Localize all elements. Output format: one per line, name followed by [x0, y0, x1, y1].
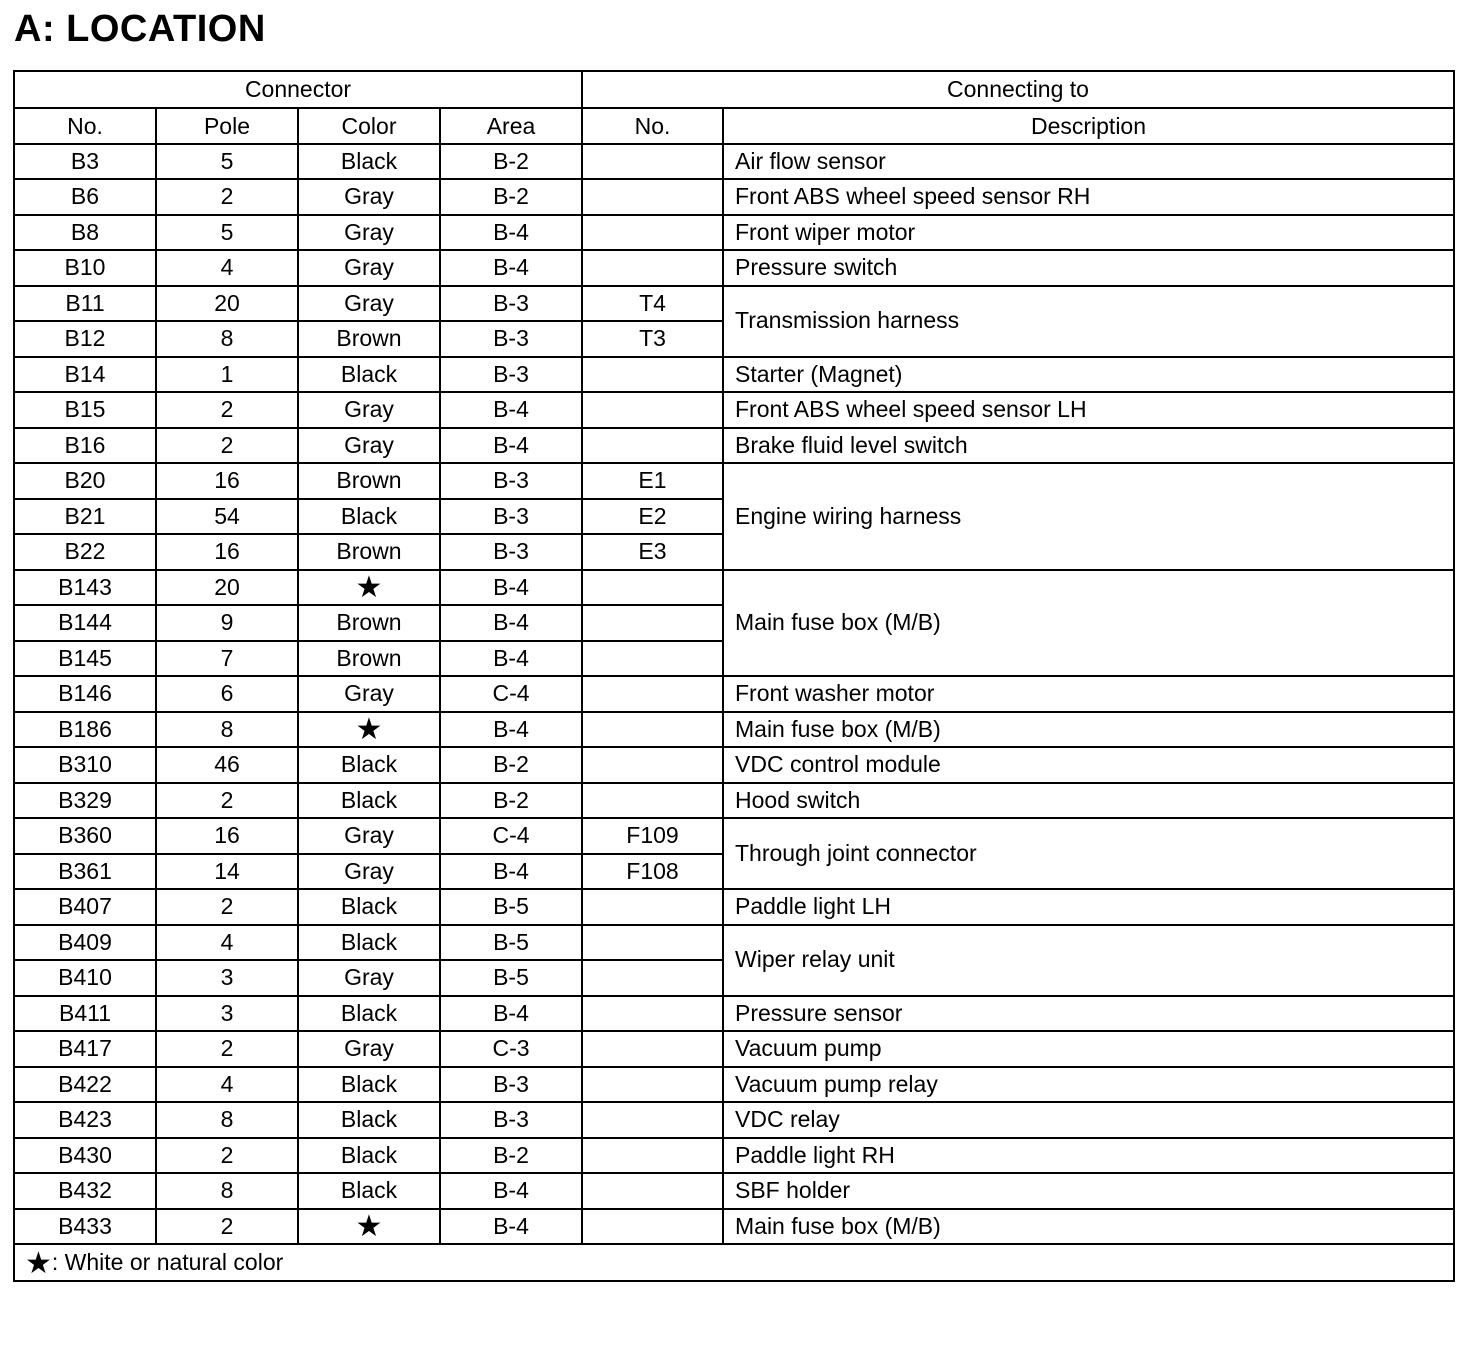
- pole-cell: 20: [156, 286, 298, 322]
- color-cell: Black: [298, 925, 440, 961]
- table-row: [14, 179, 1454, 215]
- connecting-no-cell: [582, 250, 723, 286]
- connector-no-cell: B10: [14, 250, 156, 286]
- star-icon: ★: [355, 1209, 383, 1243]
- area-cell: C-3: [440, 1031, 582, 1067]
- description-cell: Air flow sensor: [723, 144, 1454, 180]
- connecting-no-cell: [582, 889, 723, 925]
- color-cell: Brown: [298, 605, 440, 641]
- description-cell: Hood switch: [723, 783, 1454, 819]
- connector-no-cell: B361: [14, 854, 156, 890]
- connector-no-cell: B433: [14, 1209, 156, 1245]
- col-header-description: Description: [723, 108, 1454, 144]
- connector-no-cell: B144: [14, 605, 156, 641]
- connector-no-cell: B143: [14, 570, 156, 606]
- connecting-no-cell: [582, 428, 723, 464]
- pole-cell: 2: [156, 1209, 298, 1245]
- connector-no-cell: B15: [14, 392, 156, 428]
- color-cell: Gray: [298, 286, 440, 322]
- connecting-no-cell: F109: [582, 818, 723, 854]
- description-cell: Front washer motor: [723, 676, 1454, 712]
- pole-cell: 7: [156, 641, 298, 677]
- connecting-no-cell: T4: [582, 286, 723, 322]
- connecting-to-group-header: Connecting to: [582, 71, 1454, 108]
- color-cell: Brown: [298, 534, 440, 570]
- description-cell: Brake fluid level switch: [723, 428, 1454, 464]
- connecting-no-cell: [582, 215, 723, 251]
- pole-cell: 54: [156, 499, 298, 535]
- connector-no-cell: B407: [14, 889, 156, 925]
- connecting-no-cell: E3: [582, 534, 723, 570]
- description-cell: Main fuse box (M/B): [723, 1209, 1454, 1245]
- col-header-color: Color: [298, 108, 440, 144]
- area-cell: B-4: [440, 215, 582, 251]
- area-cell: B-5: [440, 960, 582, 996]
- pole-cell: 8: [156, 321, 298, 357]
- connecting-no-cell: [582, 144, 723, 180]
- connector-no-cell: B3: [14, 144, 156, 180]
- pole-cell: 3: [156, 996, 298, 1032]
- connecting-no-cell: [582, 712, 723, 748]
- connecting-no-cell: E1: [582, 463, 723, 499]
- connecting-no-cell: [582, 1102, 723, 1138]
- connecting-no-cell: [582, 783, 723, 819]
- col-header-no: No.: [14, 108, 156, 144]
- description-cell: Through joint connector: [723, 818, 1454, 889]
- connecting-no-cell: [582, 357, 723, 393]
- description-cell: VDC control module: [723, 747, 1454, 783]
- connecting-no-cell: [582, 960, 723, 996]
- connector-no-cell: B21: [14, 499, 156, 535]
- area-cell: B-4: [440, 428, 582, 464]
- description-cell: Wiper relay unit: [723, 925, 1454, 996]
- color-cell: Black: [298, 499, 440, 535]
- area-cell: B-3: [440, 286, 582, 322]
- connector-no-cell: B432: [14, 1173, 156, 1209]
- description-cell: Paddle light RH: [723, 1138, 1454, 1174]
- table-row: [14, 1209, 1454, 1245]
- color-cell: Black: [298, 1067, 440, 1103]
- connector-no-cell: B423: [14, 1102, 156, 1138]
- color-cell: [298, 712, 440, 748]
- connector-group-header: Connector: [14, 71, 582, 108]
- area-cell: B-3: [440, 357, 582, 393]
- area-cell: B-4: [440, 1173, 582, 1209]
- col-header-pole: Pole: [156, 108, 298, 144]
- connector-no-cell: B329: [14, 783, 156, 819]
- connecting-no-cell: T3: [582, 321, 723, 357]
- connecting-no-cell: [582, 392, 723, 428]
- description-cell: Front wiper motor: [723, 215, 1454, 251]
- description-cell: Front ABS wheel speed sensor RH: [723, 179, 1454, 215]
- color-cell: Gray: [298, 818, 440, 854]
- area-cell: B-4: [440, 641, 582, 677]
- area-cell: B-4: [440, 570, 582, 606]
- connecting-no-cell: [582, 1031, 723, 1067]
- pole-cell: 8: [156, 1173, 298, 1209]
- pole-cell: 16: [156, 463, 298, 499]
- star-icon: ★: [355, 570, 383, 604]
- description-cell: Pressure sensor: [723, 996, 1454, 1032]
- color-cell: [298, 570, 440, 606]
- pole-cell: 2: [156, 392, 298, 428]
- connector-no-cell: B430: [14, 1138, 156, 1174]
- color-cell: Black: [298, 357, 440, 393]
- table-row: [14, 925, 1454, 961]
- connector-no-cell: B6: [14, 179, 156, 215]
- table-row: [14, 428, 1454, 464]
- description-cell: Pressure switch: [723, 250, 1454, 286]
- pole-cell: 5: [156, 144, 298, 180]
- area-cell: B-2: [440, 144, 582, 180]
- table-row: [14, 1067, 1454, 1103]
- page-title: A: LOCATION: [14, 8, 266, 50]
- area-cell: B-5: [440, 925, 582, 961]
- table-row: [14, 463, 1454, 499]
- description-cell: Vacuum pump relay: [723, 1067, 1454, 1103]
- area-cell: B-5: [440, 889, 582, 925]
- connecting-no-cell: [582, 925, 723, 961]
- area-cell: B-2: [440, 747, 582, 783]
- connector-no-cell: B22: [14, 534, 156, 570]
- color-cell: Brown: [298, 321, 440, 357]
- description-cell: Main fuse box (M/B): [723, 570, 1454, 677]
- column-header-row: [14, 108, 1454, 144]
- area-cell: B-2: [440, 1138, 582, 1174]
- table-row: [14, 1031, 1454, 1067]
- connector-no-cell: B417: [14, 1031, 156, 1067]
- color-cell: Brown: [298, 641, 440, 677]
- color-cell: Brown: [298, 463, 440, 499]
- pole-cell: 5: [156, 215, 298, 251]
- pole-cell: 9: [156, 605, 298, 641]
- table-row: [14, 818, 1454, 854]
- area-cell: B-4: [440, 854, 582, 890]
- area-cell: B-3: [440, 1102, 582, 1138]
- area-cell: B-4: [440, 392, 582, 428]
- pole-cell: 2: [156, 428, 298, 464]
- table-row: [14, 783, 1454, 819]
- color-cell: Gray: [298, 250, 440, 286]
- connecting-no-cell: [582, 996, 723, 1032]
- col-header-area: Area: [440, 108, 582, 144]
- connector-no-cell: B186: [14, 712, 156, 748]
- color-cell: [298, 1209, 440, 1245]
- description-cell: VDC relay: [723, 1102, 1454, 1138]
- color-cell: Black: [298, 747, 440, 783]
- area-cell: B-4: [440, 605, 582, 641]
- table-row: [14, 144, 1454, 180]
- connecting-no-cell: [582, 747, 723, 783]
- color-cell: Gray: [298, 676, 440, 712]
- connecting-no-cell: F108: [582, 854, 723, 890]
- description-cell: Paddle light LH: [723, 889, 1454, 925]
- pole-cell: 46: [156, 747, 298, 783]
- table-row: [14, 392, 1454, 428]
- pole-cell: 8: [156, 712, 298, 748]
- connecting-no-cell: [582, 179, 723, 215]
- area-cell: B-4: [440, 1209, 582, 1245]
- color-cell: Gray: [298, 854, 440, 890]
- color-cell: Black: [298, 996, 440, 1032]
- connector-no-cell: B409: [14, 925, 156, 961]
- star-icon: ★: [25, 1247, 52, 1280]
- connector-no-cell: B410: [14, 960, 156, 996]
- pole-cell: 2: [156, 1138, 298, 1174]
- color-cell: Gray: [298, 179, 440, 215]
- area-cell: C-4: [440, 818, 582, 854]
- table-row: [14, 747, 1454, 783]
- color-cell: Gray: [298, 1031, 440, 1067]
- connecting-no-cell: [582, 570, 723, 606]
- connector-no-cell: B16: [14, 428, 156, 464]
- table-row: [14, 1102, 1454, 1138]
- area-cell: B-2: [440, 179, 582, 215]
- connector-no-cell: B145: [14, 641, 156, 677]
- connector-no-cell: B11: [14, 286, 156, 322]
- pole-cell: 2: [156, 179, 298, 215]
- area-cell: B-3: [440, 1067, 582, 1103]
- description-cell: Vacuum pump: [723, 1031, 1454, 1067]
- connecting-no-cell: [582, 676, 723, 712]
- connecting-no-cell: [582, 1067, 723, 1103]
- connector-no-cell: B422: [14, 1067, 156, 1103]
- pole-cell: 20: [156, 570, 298, 606]
- connector-no-cell: B20: [14, 463, 156, 499]
- table-row: [14, 889, 1454, 925]
- color-cell: Gray: [298, 215, 440, 251]
- connecting-no-cell: [582, 1173, 723, 1209]
- area-cell: B-4: [440, 712, 582, 748]
- table-row: [14, 676, 1454, 712]
- description-cell: Main fuse box (M/B): [723, 712, 1454, 748]
- description-cell: Front ABS wheel speed sensor LH: [723, 392, 1454, 428]
- connector-no-cell: B360: [14, 818, 156, 854]
- footnote: [14, 1244, 1454, 1281]
- connecting-no-cell: [582, 1138, 723, 1174]
- description-cell: SBF holder: [723, 1173, 1454, 1209]
- group-header-row: [14, 71, 1454, 108]
- area-cell: B-3: [440, 534, 582, 570]
- col-header-conn-no: No.: [582, 108, 723, 144]
- pole-cell: 2: [156, 1031, 298, 1067]
- color-cell: Gray: [298, 428, 440, 464]
- connecting-no-cell: [582, 641, 723, 677]
- pole-cell: 6: [156, 676, 298, 712]
- connector-no-cell: B310: [14, 747, 156, 783]
- connector-no-cell: B411: [14, 996, 156, 1032]
- star-icon: ★: [355, 712, 383, 746]
- connecting-no-cell: E2: [582, 499, 723, 535]
- connector-no-cell: B146: [14, 676, 156, 712]
- description-cell: Transmission harness: [723, 286, 1454, 357]
- pole-cell: 16: [156, 534, 298, 570]
- description-cell: Starter (Magnet): [723, 357, 1454, 393]
- color-cell: Black: [298, 783, 440, 819]
- pole-cell: 16: [156, 818, 298, 854]
- table-row: [14, 357, 1454, 393]
- color-cell: Gray: [298, 960, 440, 996]
- table-row: [14, 1173, 1454, 1209]
- connector-no-cell: B14: [14, 357, 156, 393]
- connecting-no-cell: [582, 605, 723, 641]
- table-row: [14, 570, 1454, 606]
- area-cell: C-4: [440, 676, 582, 712]
- color-cell: Black: [298, 144, 440, 180]
- connecting-no-cell: [582, 1209, 723, 1245]
- table-row: [14, 250, 1454, 286]
- color-cell: Black: [298, 889, 440, 925]
- footnote-text: : White or natural color: [51, 1249, 284, 1275]
- connector-no-cell: B12: [14, 321, 156, 357]
- color-cell: Black: [298, 1102, 440, 1138]
- pole-cell: 2: [156, 889, 298, 925]
- pole-cell: 14: [156, 854, 298, 890]
- table-row: [14, 215, 1454, 251]
- footnote-row: [14, 1244, 1454, 1281]
- area-cell: B-2: [440, 783, 582, 819]
- color-cell: Gray: [298, 392, 440, 428]
- pole-cell: 4: [156, 250, 298, 286]
- area-cell: B-3: [440, 463, 582, 499]
- area-cell: B-4: [440, 996, 582, 1032]
- pole-cell: 4: [156, 925, 298, 961]
- location-table: [13, 70, 1455, 1282]
- color-cell: Black: [298, 1173, 440, 1209]
- area-cell: B-4: [440, 250, 582, 286]
- connector-no-cell: B8: [14, 215, 156, 251]
- area-cell: B-3: [440, 321, 582, 357]
- table-row: [14, 996, 1454, 1032]
- pole-cell: 2: [156, 783, 298, 819]
- area-cell: B-3: [440, 499, 582, 535]
- table-row: [14, 1138, 1454, 1174]
- pole-cell: 1: [156, 357, 298, 393]
- pole-cell: 3: [156, 960, 298, 996]
- pole-cell: 4: [156, 1067, 298, 1103]
- description-cell: Engine wiring harness: [723, 463, 1454, 570]
- table-row: [14, 286, 1454, 322]
- table-body: [14, 144, 1454, 1245]
- table-row: [14, 712, 1454, 748]
- pole-cell: 8: [156, 1102, 298, 1138]
- color-cell: Black: [298, 1138, 440, 1174]
